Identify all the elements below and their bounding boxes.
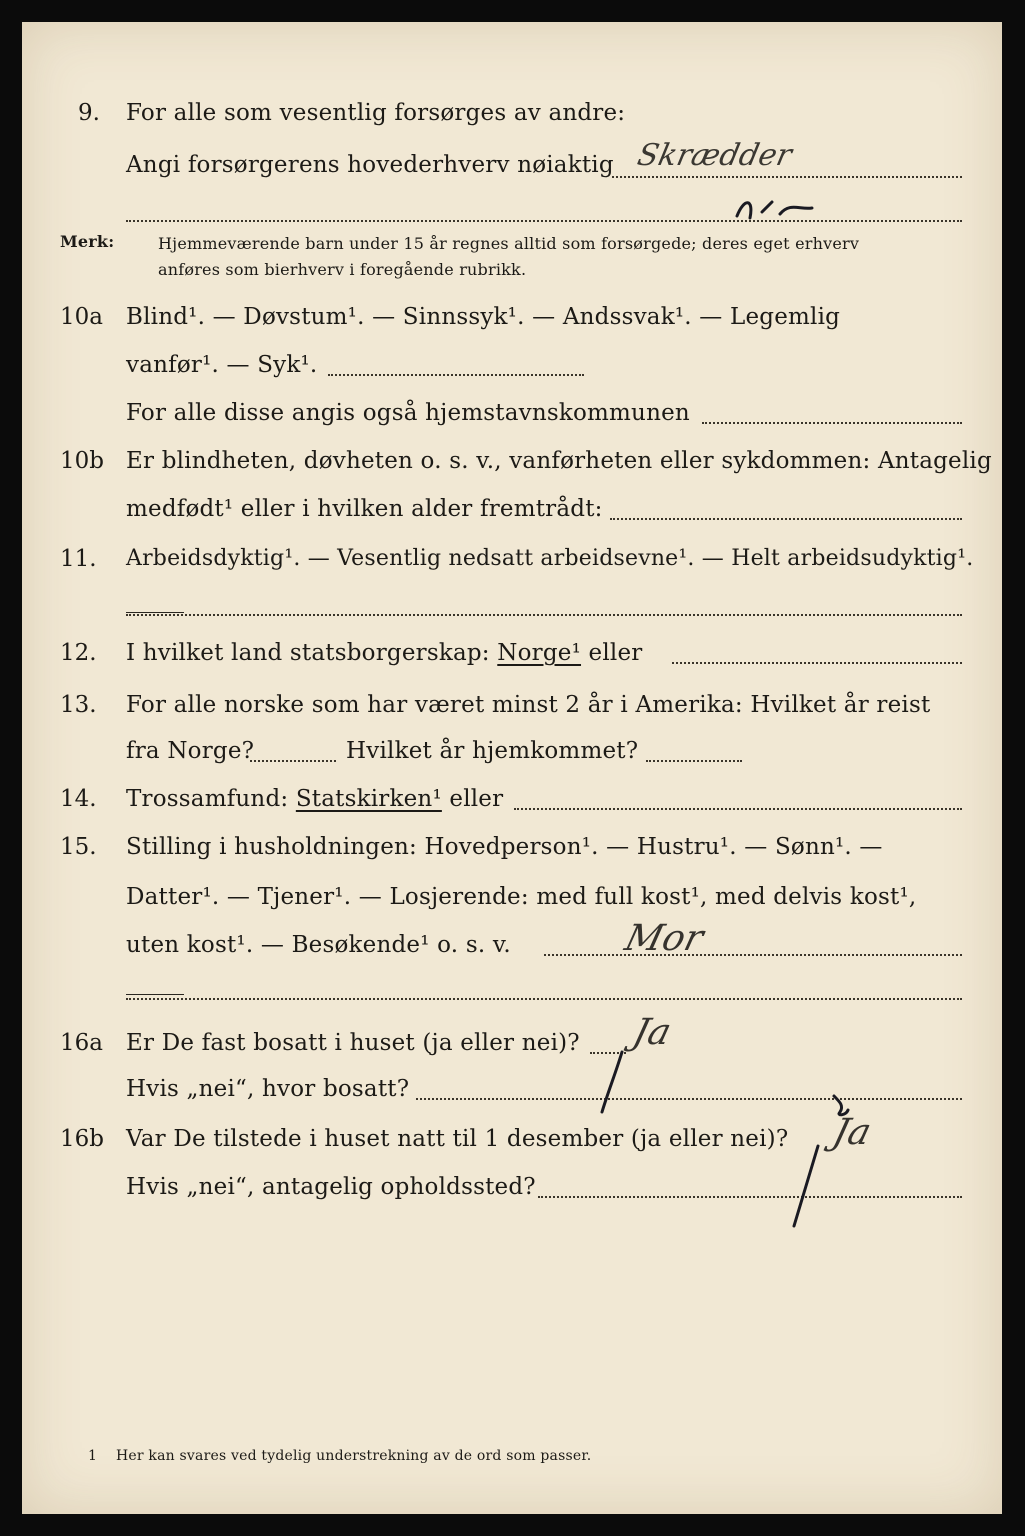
q12-text-pre: I hvilket land statsborgerskap:: [126, 640, 498, 666]
q14-number: 14.: [60, 786, 97, 812]
merk-line1: Hjemmeværende barn under 15 år regnes alltid som forsørgede; deres eget erhverv: [158, 234, 860, 253]
q16b-opholdssted-line: [538, 1196, 962, 1198]
q16a-ditto-stroke: [598, 1048, 638, 1118]
q14-text-pre: Trossamfund:: [126, 786, 296, 812]
q13-line2b: Hvilket år hjemkommet?: [346, 738, 639, 764]
q16b-line2: Hvis „nei“, antagelig opholdssted?: [126, 1174, 536, 1200]
q16b-line1: Var De tilstede i huset natt til 1 desember (ja eller nei)?: [126, 1126, 789, 1152]
q14-text-post: eller: [441, 786, 504, 812]
q14-answer-line: [514, 808, 962, 810]
q16b-handwritten-answer: Ja: [828, 1112, 876, 1153]
q10a-number: 10a: [60, 304, 103, 330]
q10b-answer-line: [610, 518, 962, 520]
q10a-line3: For alle disse angis også hjemstavnskommunen: [126, 400, 690, 426]
footnote-text: Her kan svares ved tydelig understrekning av de ord som passer.: [116, 1448, 592, 1464]
q9-handwritten-answer: Skrædder: [634, 138, 796, 173]
q16a-number: 16a: [60, 1030, 103, 1056]
q9-number: 9.: [78, 100, 100, 126]
q13-reist-line: [250, 760, 336, 762]
q9-line1: For alle som vesentlig forsørges av andre:: [126, 100, 626, 126]
census-form-page: [22, 22, 1002, 1514]
q15-answer-line: [544, 954, 962, 956]
q16a-handwritten-answer: Ja: [628, 1012, 676, 1053]
q15-line3: uten kost¹. — Besøkende¹ o. s. v.: [126, 932, 511, 958]
q13-line2a: fra Norge?: [126, 738, 255, 764]
q11-number: 11.: [60, 546, 97, 572]
q10b-line2: medfødt¹ eller i hvilken alder fremtrådt:: [126, 496, 603, 522]
q15-second-line: [126, 998, 962, 1000]
q12-line: [126, 640, 642, 666]
q15-handwritten-answer: Mor: [620, 918, 708, 959]
q9-handwritten-mark: [732, 188, 852, 228]
q11-underline-mark: [126, 612, 184, 613]
q13-hjemkommet-line: [646, 760, 742, 762]
merk-label: Merk:: [60, 232, 115, 251]
q12-norge-underlined: Norge¹: [497, 640, 582, 666]
footnote-mark: 1: [88, 1448, 98, 1464]
q10a-answer-line: [328, 374, 584, 376]
q15-line2: Datter¹. — Tjener¹. — Losjerende: med full kost¹, med delvis kost¹,: [126, 884, 917, 910]
q16b-ditto-stroke: [788, 1142, 828, 1232]
q10a-line2: vanfør¹. — Syk¹.: [126, 352, 318, 378]
merk-line2: anføres som bierhverv i foregående rubrikk.: [158, 260, 527, 279]
q12-text-post: eller: [581, 640, 643, 666]
q16a-line2: Hvis „nei“, hvor bosatt?: [126, 1076, 410, 1102]
q12-number: 12.: [60, 640, 97, 666]
q10b-line1: Er blindheten, døvheten o. s. v., vanførheten eller sykdommen: Antagelig: [126, 448, 992, 474]
q10a-hjemstavn-line: [702, 422, 962, 424]
q13-line1: For alle norske som har været minst 2 år i Amerika: Hvilket år reist: [126, 692, 931, 718]
q14-line: [126, 786, 503, 812]
q11-line1: Arbeidsdyktig¹. — Vesentlig nedsatt arbeidsevne¹. — Helt arbeidsudyktig¹.: [126, 546, 974, 571]
q14-statskirken-underlined: Statskirken¹: [295, 786, 442, 812]
q12-answer-line: [672, 662, 962, 664]
q16a-line1: Er De fast bosatt i huset (ja eller nei)?: [126, 1030, 580, 1056]
q16a-bosatt-line: [416, 1098, 962, 1100]
q9-line2: Angi forsørgerens hovederhverv nøiaktig: [126, 152, 614, 178]
q11-answer-line: [126, 614, 962, 616]
q10a-line1: Blind¹. — Døvstum¹. — Sinnssyk¹. — Andssvak¹. — Legemlig: [126, 304, 841, 330]
q16b-number: 16b: [60, 1126, 104, 1152]
q15-underline-mark: [126, 994, 184, 995]
q15-line1: Stilling i husholdningen: Hovedperson¹. — Hustru¹. — Sønn¹. —: [126, 834, 883, 860]
q9-answer-line: [612, 176, 962, 178]
q15-number: 15.: [60, 834, 97, 860]
q13-number: 13.: [60, 692, 97, 718]
q10b-number: 10b: [60, 448, 104, 474]
